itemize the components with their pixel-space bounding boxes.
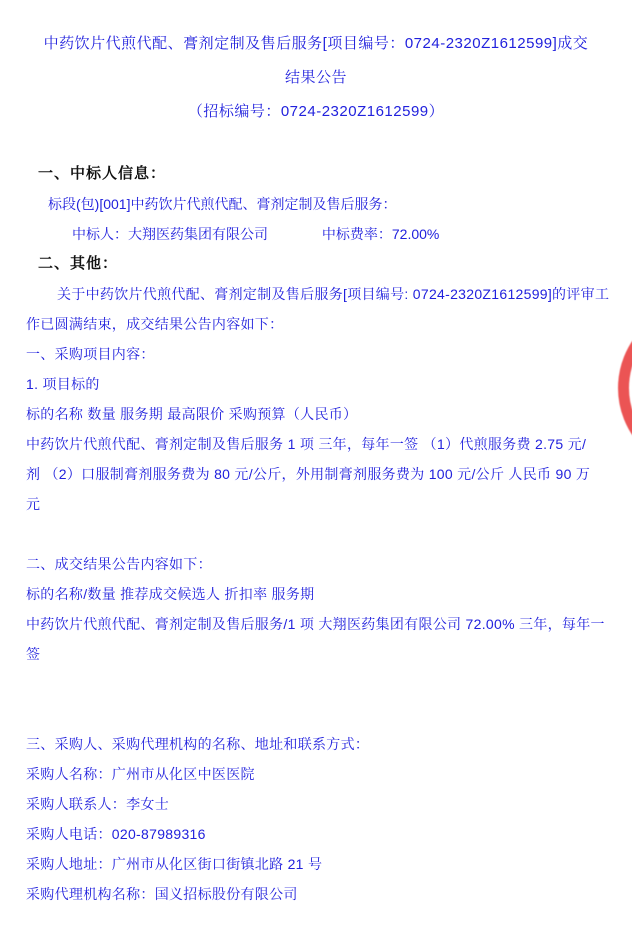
- body-line: 关于中药饮片代煎代配、膏剂定制及售后服务[项目编号: 0724-2320Z1612599]的评审工: [57, 286, 610, 302]
- body-line: 标的名称/数量 推荐成交候选人 折扣率 服务期: [26, 586, 315, 602]
- section-heading-other: 二、其他：: [38, 255, 119, 272]
- winner-name: 中标人：大翔医药集团有限公司: [72, 226, 268, 242]
- body-line: 剂 （2）口服制膏剂服务费为 80 元/公斤，外用制膏剂服务费为 100 元/公斤 人民币 90 万: [26, 466, 591, 482]
- title-block: [0, 0, 632, 129]
- body-line: 采购人电话：020-87989316: [26, 826, 206, 842]
- body-line: 签: [26, 646, 41, 662]
- page-title-line-2: 结果公告: [284, 69, 347, 86]
- body-line: [26, 699, 612, 729]
- winner-rate: 中标费率：72.00%: [321, 226, 440, 242]
- body-line: 中药饮片代煎代配、膏剂定制及售后服务 1 项 三年，每年一签 （1）代煎服务费 2.75 元/: [26, 436, 587, 452]
- red-seal-arc: [618, 303, 632, 473]
- body-line: 元: [26, 496, 41, 512]
- body-line: 作已圆满结束，成交结果公告内容如下：: [26, 316, 284, 332]
- body-line: 中药饮片代煎代配、膏剂定制及售后服务/1 项 大翔医药集团有限公司 72.00% 三年，每年一: [26, 616, 605, 632]
- body-line: 二、成交结果公告内容如下：: [26, 556, 212, 572]
- body-line: 采购人联系人：李女士: [26, 796, 169, 812]
- body-line: 1. 项目标的: [26, 376, 100, 392]
- body-line: [26, 669, 612, 699]
- tender-number-line: （招标编号：0724-2320Z1612599）: [187, 103, 445, 120]
- body-lines: [26, 279, 612, 909]
- section-heading-winner-info: 一、中标人信息：: [38, 165, 167, 182]
- body-line: 采购代理机构名称：国义招标股份有限公司: [26, 886, 298, 902]
- body-line: 一、采购项目内容：: [26, 346, 155, 362]
- body-line: [26, 519, 612, 549]
- body-line: 采购人地址：广州市从化区街口街镇北路 21 号: [26, 856, 323, 872]
- page-title-line-1: 中药饮片代煎代配、膏剂定制及售后服务[项目编号：0724-2320Z1612599]成交: [43, 35, 589, 52]
- winner-row: [72, 219, 632, 249]
- body-line: 三、采购人、采购代理机构的名称、地址和联系方式：: [26, 736, 370, 752]
- body-line: 采购人名称：广州市从化区中医医院: [26, 766, 255, 782]
- lot-line: 标段(包)[001]中药饮片代煎代配、膏剂定制及售后服务：: [48, 196, 397, 212]
- body-line: 标的名称 数量 服务期 最高限价 采购预算（人民币）: [26, 406, 358, 422]
